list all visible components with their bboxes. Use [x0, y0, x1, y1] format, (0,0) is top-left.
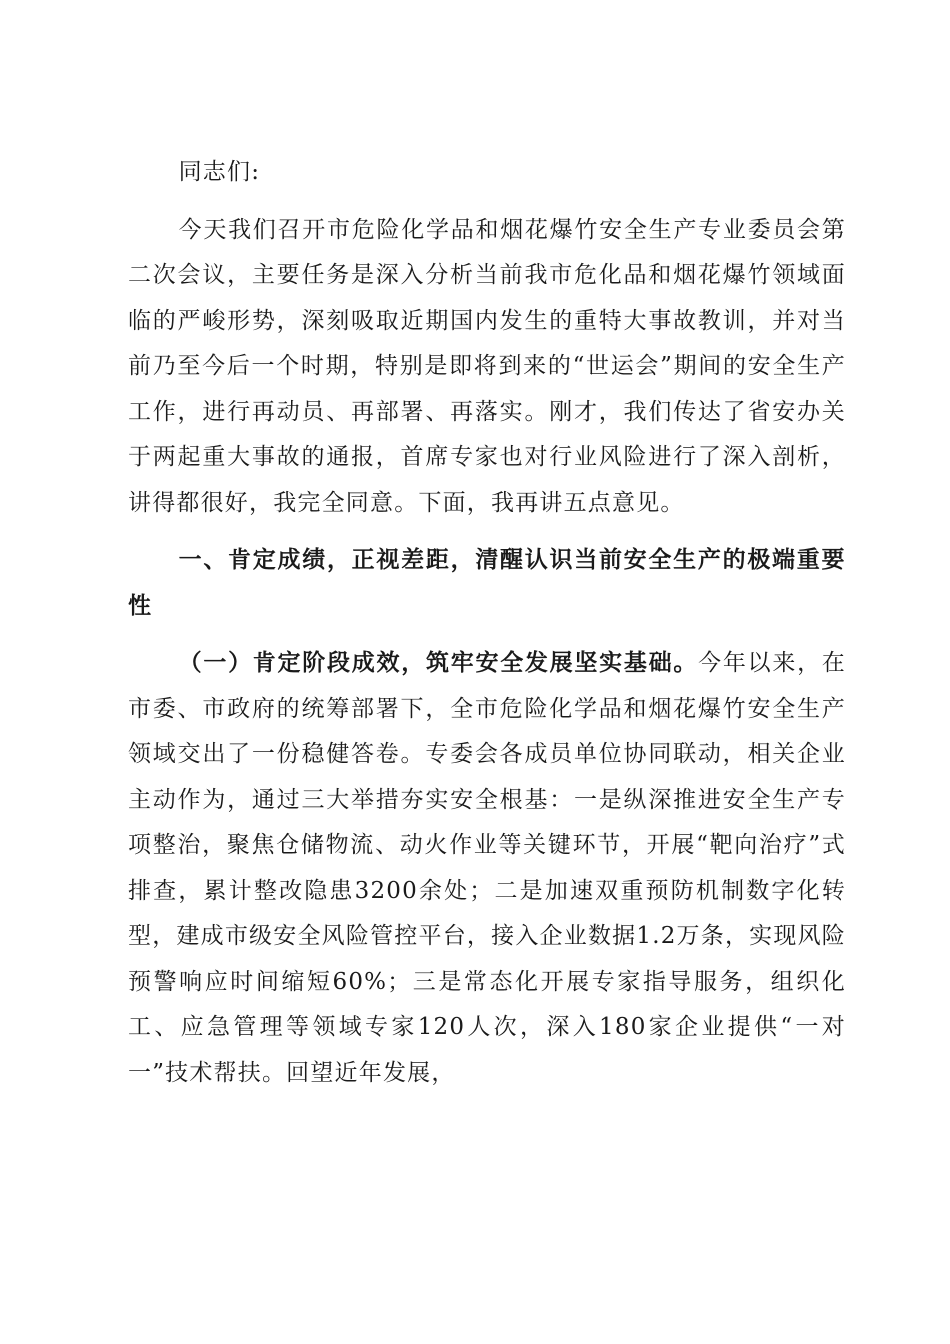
subsection-heading: （一）肯定阶段成效，筑牢安全发展坚实基础。: [178, 650, 699, 676]
document-body: [128, 150, 846, 1096]
greeting: 同志们:: [178, 159, 261, 185]
subsection-body: 今年以来，在市委、市政府的统筹部署下，全市危险化学品和烟花爆竹安全生产领域交出了一份稳健答卷。专委会各成员单位协同联动，相关企业主动作为，通过三大举措夯实安全根基：一是纵深推进安全生产专项整治，聚焦仓储物流、动火作业等关键环节，开展“靶向治疗”式排查，累计整改隐患3200余处；二是加速双重预防机制数字化转型，建成市级安全风险管控平台，接入企业数据1.2万条，实现风险预警响应时间缩短60%；三是常态化开展专家指导服务，组织化工、应急管理等领域专家120人次，深入180家企业提供“一对一”技术帮扶。回望近年发展，: [128, 650, 847, 1086]
intro-paragraph: 今天我们召开市危险化学品和烟花爆竹安全生产专业委员会第二次会议，主要任务是深入分析当前我市危化品和烟花爆竹领域面临的严峻形势，深刻吸取近期国内发生的重特大事故教训，并对当前乃至今后一个时期，特别是即将到来的“世运会”期间的安全生产工作，进行再动员、再部署、再落实。刚才，我们传达了省安办关于两起重大事故的通报，首席专家也对行业风险进行了深入剖析，讲得都很好，我完全同意。下面，我再讲五点意见。: [128, 216, 846, 516]
section-heading: 一、肯定成绩，正视差距，清醒认识当前安全生产的极端重要性: [128, 547, 846, 619]
subsection-paragraph: [128, 641, 846, 1096]
